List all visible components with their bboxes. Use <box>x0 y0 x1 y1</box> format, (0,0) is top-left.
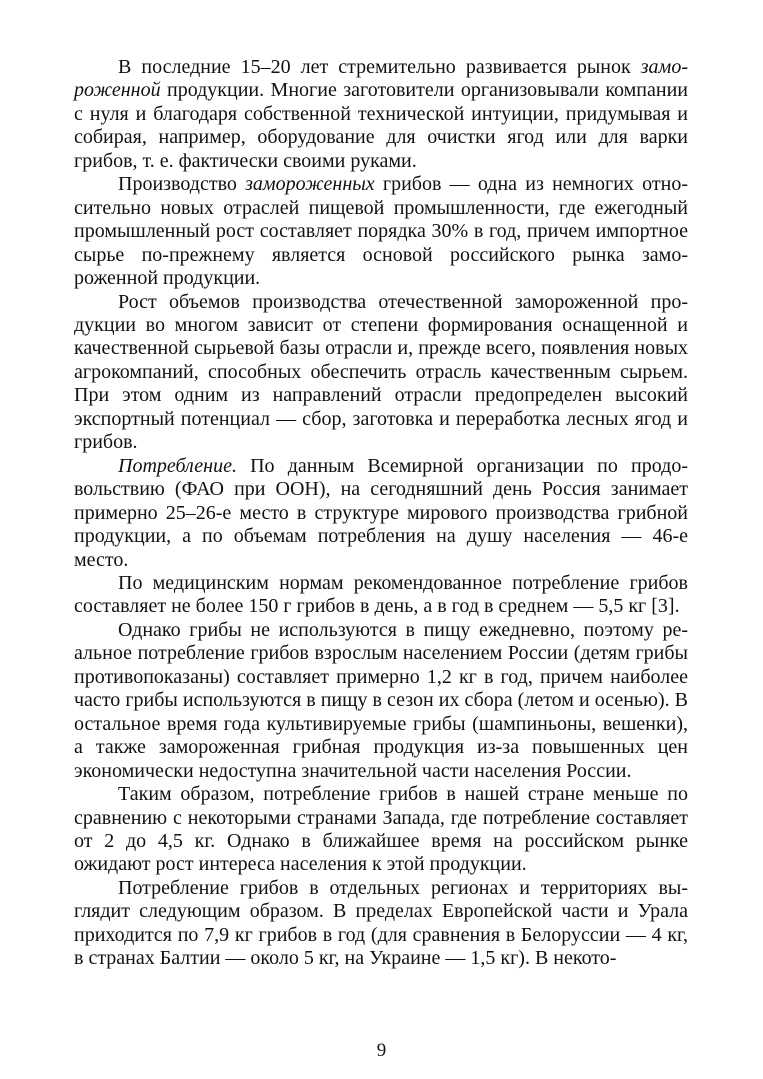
paragraph-text: грибов — одна из немногих относительно новых отраслей пищевой промышленности, где ежегодный промышленный рост составляет порядка 30% в год, причем импортное сырье по-прежнему является основой российского рынка замороженной продукции. <box>74 173 688 290</box>
paragraph <box>74 291 688 455</box>
paragraph-text: Потребление грибов в отдельных регионах и территориях выглядит следующим образом. В пределах Европейской части и Урала приходится по 7,9 кг грибов в год (для сравнения в Белоруссии — 4 кг, в странах Балтии — около 5 кг, на Украине — 1,5 кг). В некото- <box>74 876 688 970</box>
paragraph-text: По данным Всемирной организации по продовольствию (ФАО при ООН), на сегодняшний день Россия занимает примерно 25–26-е место в структуре мирового производства грибной продукции, а по объемам потребления на душу населения — 46-е место. <box>74 454 688 571</box>
paragraph-text: В последние 15–20 лет стремительно развивается рынок <box>118 56 641 78</box>
paragraph-italic-term: замороженной <box>74 56 688 102</box>
paragraph <box>74 619 688 783</box>
paragraph-text: Таким образом, потребление грибов в нашей стране меньше по сравнению с некоторыми странами Запада, где потребление составляет от 2 до 4,5 кг. Однако в ближайшее время на российском рынке ожидают рост интереса населения к этой продукции. <box>74 783 688 876</box>
paragraph <box>74 877 688 971</box>
section-run-in-heading: Потребление. <box>118 454 237 477</box>
paragraph <box>74 783 688 877</box>
paragraph-text: Рост объемов производства отечественной замороженной продукции во многом зависит от степени формирования оснащенной и качественной сырьевой базы отрасли и, прежде всего, появления новых агрокомпаний, способных обеспечить отрасль качественным сырьем. При этом одним из направлений отрасли предопределен высокий экспортный потенциал — сбор, заготовка и переработка лесных ягод и грибов. <box>74 290 688 454</box>
paragraph-italic-term: замороженных <box>245 173 375 196</box>
paragraph <box>74 56 688 173</box>
paragraph-text: Однако грибы не используются в пищу ежедневно, поэтому реальное потребление грибов взрослым населением России (детям грибы противопоказаны) составляет примерно 1,2 кг в год, причем наиболее часто грибы используются в пищу в сезон их сбора (летом и осенью). В остальное время года культивируемые грибы (шампиньоны, вешенки), а также замороженная грибная продукция из-за повышенных цен экономически недоступна значительной части населения России. <box>74 618 688 782</box>
paragraph <box>74 455 688 572</box>
paragraph <box>74 173 688 290</box>
page-number: 9 <box>376 1040 387 1061</box>
paragraph-text: продукции. Многие заготовители организовывали компании с нуля и благодаря собственной технической интуиции, придумывая и собирая, например, оборудование для очистки ягод или для варки грибов, т. е. фактически своими руками. <box>74 79 688 172</box>
page-body <box>74 56 688 971</box>
paragraph <box>74 572 688 619</box>
paragraph-text: Производство <box>118 173 246 196</box>
paragraph-text: По медицинским нормам рекомендованное потребление грибов составляет не более 150 г грибов в день, а в год в среднем — 5,5 кг [3]. <box>74 571 688 618</box>
